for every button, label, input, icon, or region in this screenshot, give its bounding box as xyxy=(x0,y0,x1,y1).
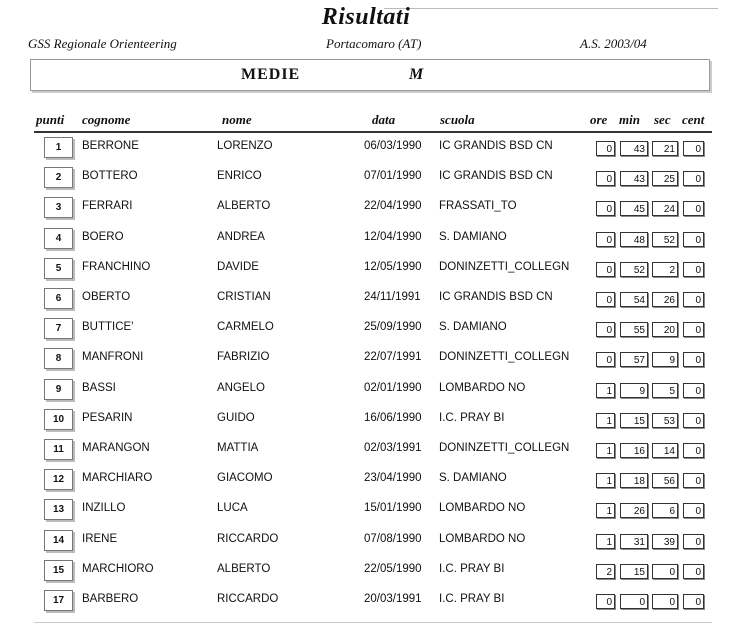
school-cell: S. DAMIANO xyxy=(439,321,507,334)
surname-cell: BOTTERO xyxy=(82,170,138,183)
position-badge: 6 xyxy=(44,288,73,309)
hours-box: 0 xyxy=(596,594,615,609)
minutes-box: 0 xyxy=(620,594,648,609)
hours-box: 0 xyxy=(596,201,615,216)
surname-cell: MANFRONI xyxy=(82,351,144,364)
position-badge: 3 xyxy=(44,197,73,218)
category-banner xyxy=(30,59,710,91)
position-badge: 15 xyxy=(44,560,73,581)
col-header-ore: ore xyxy=(590,112,608,127)
surname-cell: FERRARI xyxy=(82,200,133,213)
seconds-box: 21 xyxy=(652,141,678,156)
seconds-box: 26 xyxy=(652,292,678,307)
hours-box: 0 xyxy=(596,262,615,277)
hundredths-box: 0 xyxy=(683,443,704,458)
col-header-cent: cent xyxy=(682,112,705,127)
firstname-cell: DAVIDE xyxy=(217,260,259,273)
birthdate-cell: 22/05/1990 xyxy=(364,562,422,575)
hours-box: 1 xyxy=(596,473,615,488)
minutes-box: 52 xyxy=(620,262,648,277)
table-row xyxy=(0,315,732,345)
school-cell: IC GRANDIS BSD CN xyxy=(439,170,553,183)
position-badge: 4 xyxy=(44,228,73,249)
minutes-box: 16 xyxy=(620,443,648,458)
school-cell: I.C. PRAY BI xyxy=(439,562,505,575)
seconds-box: 9 xyxy=(652,352,678,367)
hours-box: 0 xyxy=(596,141,615,156)
col-header-sec: sec xyxy=(654,112,671,127)
position-badge: 11 xyxy=(44,439,73,460)
position-badge: 1 xyxy=(44,137,73,158)
school-cell: IC GRANDIS BSD CN xyxy=(439,291,553,303)
table-row xyxy=(0,466,732,496)
seconds-box: 0 xyxy=(652,564,678,579)
seconds-box: 52 xyxy=(652,232,678,247)
minutes-box: 55 xyxy=(620,322,648,337)
hundredths-box: 0 xyxy=(683,171,704,186)
birthdate-cell: 16/06/1990 xyxy=(364,411,422,424)
minutes-box: 48 xyxy=(620,232,648,247)
school-cell: LOMBARDO NO xyxy=(439,381,526,394)
position-badge: 8 xyxy=(44,348,73,369)
position-badge: 13 xyxy=(44,499,73,520)
hours-box: 0 xyxy=(596,322,615,337)
hundredths-box: 0 xyxy=(683,262,704,277)
hours-box: 1 xyxy=(596,443,615,458)
seconds-box: 39 xyxy=(652,534,678,549)
surname-cell: FRANCHINO xyxy=(82,260,151,273)
col-header-data: data xyxy=(372,112,396,127)
table-row xyxy=(0,345,732,375)
table-row xyxy=(0,557,732,587)
hours-box: 2 xyxy=(596,564,615,579)
minutes-box: 43 xyxy=(620,171,648,186)
table-row xyxy=(0,587,732,617)
surname-cell: BASSI xyxy=(82,381,116,394)
hours-box: 0 xyxy=(596,232,615,247)
firstname-cell: ALBERTO xyxy=(217,200,271,213)
seconds-box: 0 xyxy=(652,594,678,609)
table-row xyxy=(0,255,732,285)
birthdate-cell: 22/07/1991 xyxy=(364,351,422,364)
surname-cell: PESARIN xyxy=(82,411,133,424)
category-gender: M xyxy=(409,66,424,83)
surname-cell: BUTTICE' xyxy=(82,321,134,334)
minutes-box: 54 xyxy=(620,292,648,307)
table-row xyxy=(0,225,732,255)
birthdate-cell: 12/04/1990 xyxy=(364,230,422,243)
minutes-box: 45 xyxy=(620,201,648,216)
hundredths-box: 0 xyxy=(683,503,704,518)
school-cell: DONINZETTI_COLLEGN xyxy=(439,351,570,364)
firstname-cell: ENRICO xyxy=(217,170,262,183)
table-row xyxy=(0,406,732,436)
firstname-cell: LUCA xyxy=(217,502,248,515)
col-header-min: min xyxy=(619,112,640,127)
position-badge: 9 xyxy=(44,379,73,400)
school-cell: S. DAMIANO xyxy=(439,472,507,485)
school-cell: DONINZETTI_COLLEGN xyxy=(439,442,570,454)
position-badge: 17 xyxy=(44,590,73,611)
birthdate-cell: 22/04/1990 xyxy=(364,200,422,213)
birthdate-cell: 23/04/1990 xyxy=(364,472,422,485)
minutes-box: 43 xyxy=(620,141,648,156)
table-row xyxy=(0,376,732,406)
position-badge: 5 xyxy=(44,258,73,279)
hundredths-box: 0 xyxy=(683,232,704,247)
school-cell: LOMBARDO NO xyxy=(439,502,526,515)
birthdate-cell: 02/01/1990 xyxy=(364,381,422,394)
seconds-box: 14 xyxy=(652,443,678,458)
minutes-box: 18 xyxy=(620,473,648,488)
school-year-label: A.S. 2003/04 xyxy=(580,36,647,51)
surname-cell: OBERTO xyxy=(82,291,131,303)
hours-box: 1 xyxy=(596,383,615,398)
birthdate-cell: 07/08/1990 xyxy=(364,532,422,545)
minutes-box: 26 xyxy=(620,503,648,518)
birthdate-cell: 15/01/1990 xyxy=(364,502,422,515)
firstname-cell: CRISTIAN xyxy=(217,291,271,303)
surname-cell: MARCHIARO xyxy=(82,472,153,485)
header-divider xyxy=(34,131,712,133)
seconds-box: 24 xyxy=(652,201,678,216)
hours-box: 0 xyxy=(596,171,615,186)
surname-cell: BARBERO xyxy=(82,593,139,605)
category-main: MEDIE xyxy=(241,66,301,83)
position-badge: 7 xyxy=(44,318,73,339)
firstname-cell: FABRIZIO xyxy=(217,351,270,364)
surname-cell: IRENE xyxy=(82,532,118,545)
seconds-box: 5 xyxy=(652,383,678,398)
hundredths-box: 0 xyxy=(683,594,704,609)
seconds-box: 2 xyxy=(652,262,678,277)
table-row xyxy=(0,285,732,315)
place-label: Portacomaro (AT) xyxy=(326,36,422,51)
birthdate-cell: 25/09/1990 xyxy=(364,321,422,334)
surname-cell: MARCHIORO xyxy=(82,562,154,575)
seconds-box: 56 xyxy=(652,473,678,488)
table-row xyxy=(0,164,732,194)
school-cell: DONINZETTI_COLLEGN xyxy=(439,260,570,273)
birthdate-cell: 24/11/1991 xyxy=(364,291,421,303)
bottom-rule xyxy=(34,622,712,623)
seconds-box: 25 xyxy=(652,171,678,186)
minutes-box: 31 xyxy=(620,534,648,549)
hundredths-box: 0 xyxy=(683,352,704,367)
hundredths-box: 0 xyxy=(683,383,704,398)
school-cell: I.C. PRAY BI xyxy=(439,411,505,424)
hundredths-box: 0 xyxy=(683,534,704,549)
firstname-cell: ANDREA xyxy=(217,230,265,243)
hundredths-box: 0 xyxy=(683,473,704,488)
col-header-punti: punti xyxy=(36,112,65,127)
hundredths-box: 0 xyxy=(683,201,704,216)
firstname-cell: CARMELO xyxy=(217,321,274,334)
page-title: Risultati xyxy=(321,4,411,30)
surname-cell: MARANGON xyxy=(82,442,150,454)
surname-cell: BOERO xyxy=(82,230,124,243)
col-header-cognome: cognome xyxy=(82,112,131,127)
minutes-box: 15 xyxy=(620,564,648,579)
firstname-cell: RICCARDO xyxy=(217,532,279,545)
table-row xyxy=(0,436,732,466)
school-cell: FRASSATI_TO xyxy=(439,200,517,213)
position-badge: 14 xyxy=(44,530,73,551)
seconds-box: 20 xyxy=(652,322,678,337)
surname-cell: INZILLO xyxy=(82,502,126,515)
table-row xyxy=(0,496,732,526)
school-cell: I.C. PRAY BI xyxy=(439,593,505,605)
firstname-cell: MATTIA xyxy=(217,442,259,454)
birthdate-cell: 02/03/1991 xyxy=(364,442,422,454)
firstname-cell: ANGELO xyxy=(217,381,265,394)
table-row xyxy=(0,527,732,557)
minutes-box: 57 xyxy=(620,352,648,367)
col-header-nome: nome xyxy=(222,112,252,127)
hours-box: 1 xyxy=(596,413,615,428)
position-badge: 2 xyxy=(44,167,73,188)
firstname-cell: ALBERTO xyxy=(217,562,271,575)
col-header-scuola: scuola xyxy=(440,112,475,127)
hours-box: 1 xyxy=(596,534,615,549)
hundredths-box: 0 xyxy=(683,413,704,428)
organization-label: GSS Regionale Orienteering xyxy=(28,36,177,51)
hours-box: 0 xyxy=(596,352,615,367)
birthdate-cell: 20/03/1991 xyxy=(364,593,422,605)
firstname-cell: LORENZO xyxy=(217,140,273,152)
birthdate-cell: 06/03/1990 xyxy=(364,140,422,152)
firstname-cell: GUIDO xyxy=(217,411,255,424)
table-row xyxy=(0,134,732,164)
minutes-box: 15 xyxy=(620,413,648,428)
surname-cell: BERRONE xyxy=(82,140,139,152)
position-badge: 10 xyxy=(44,409,73,430)
birthdate-cell: 07/01/1990 xyxy=(364,170,422,183)
hundredths-box: 0 xyxy=(683,564,704,579)
seconds-box: 53 xyxy=(652,413,678,428)
seconds-box: 6 xyxy=(652,503,678,518)
firstname-cell: RICCARDO xyxy=(217,593,279,605)
minutes-box: 9 xyxy=(620,383,648,398)
hundredths-box: 0 xyxy=(683,322,704,337)
school-cell: S. DAMIANO xyxy=(439,230,507,243)
hours-box: 1 xyxy=(596,503,615,518)
hundredths-box: 0 xyxy=(683,141,704,156)
hours-box: 0 xyxy=(596,292,615,307)
hundredths-box: 0 xyxy=(683,292,704,307)
birthdate-cell: 12/05/1990 xyxy=(364,260,422,273)
firstname-cell: GIACOMO xyxy=(217,472,273,485)
school-cell: LOMBARDO NO xyxy=(439,532,526,545)
table-row xyxy=(0,194,732,224)
position-badge: 12 xyxy=(44,469,73,490)
school-cell: IC GRANDIS BSD CN xyxy=(439,140,553,152)
